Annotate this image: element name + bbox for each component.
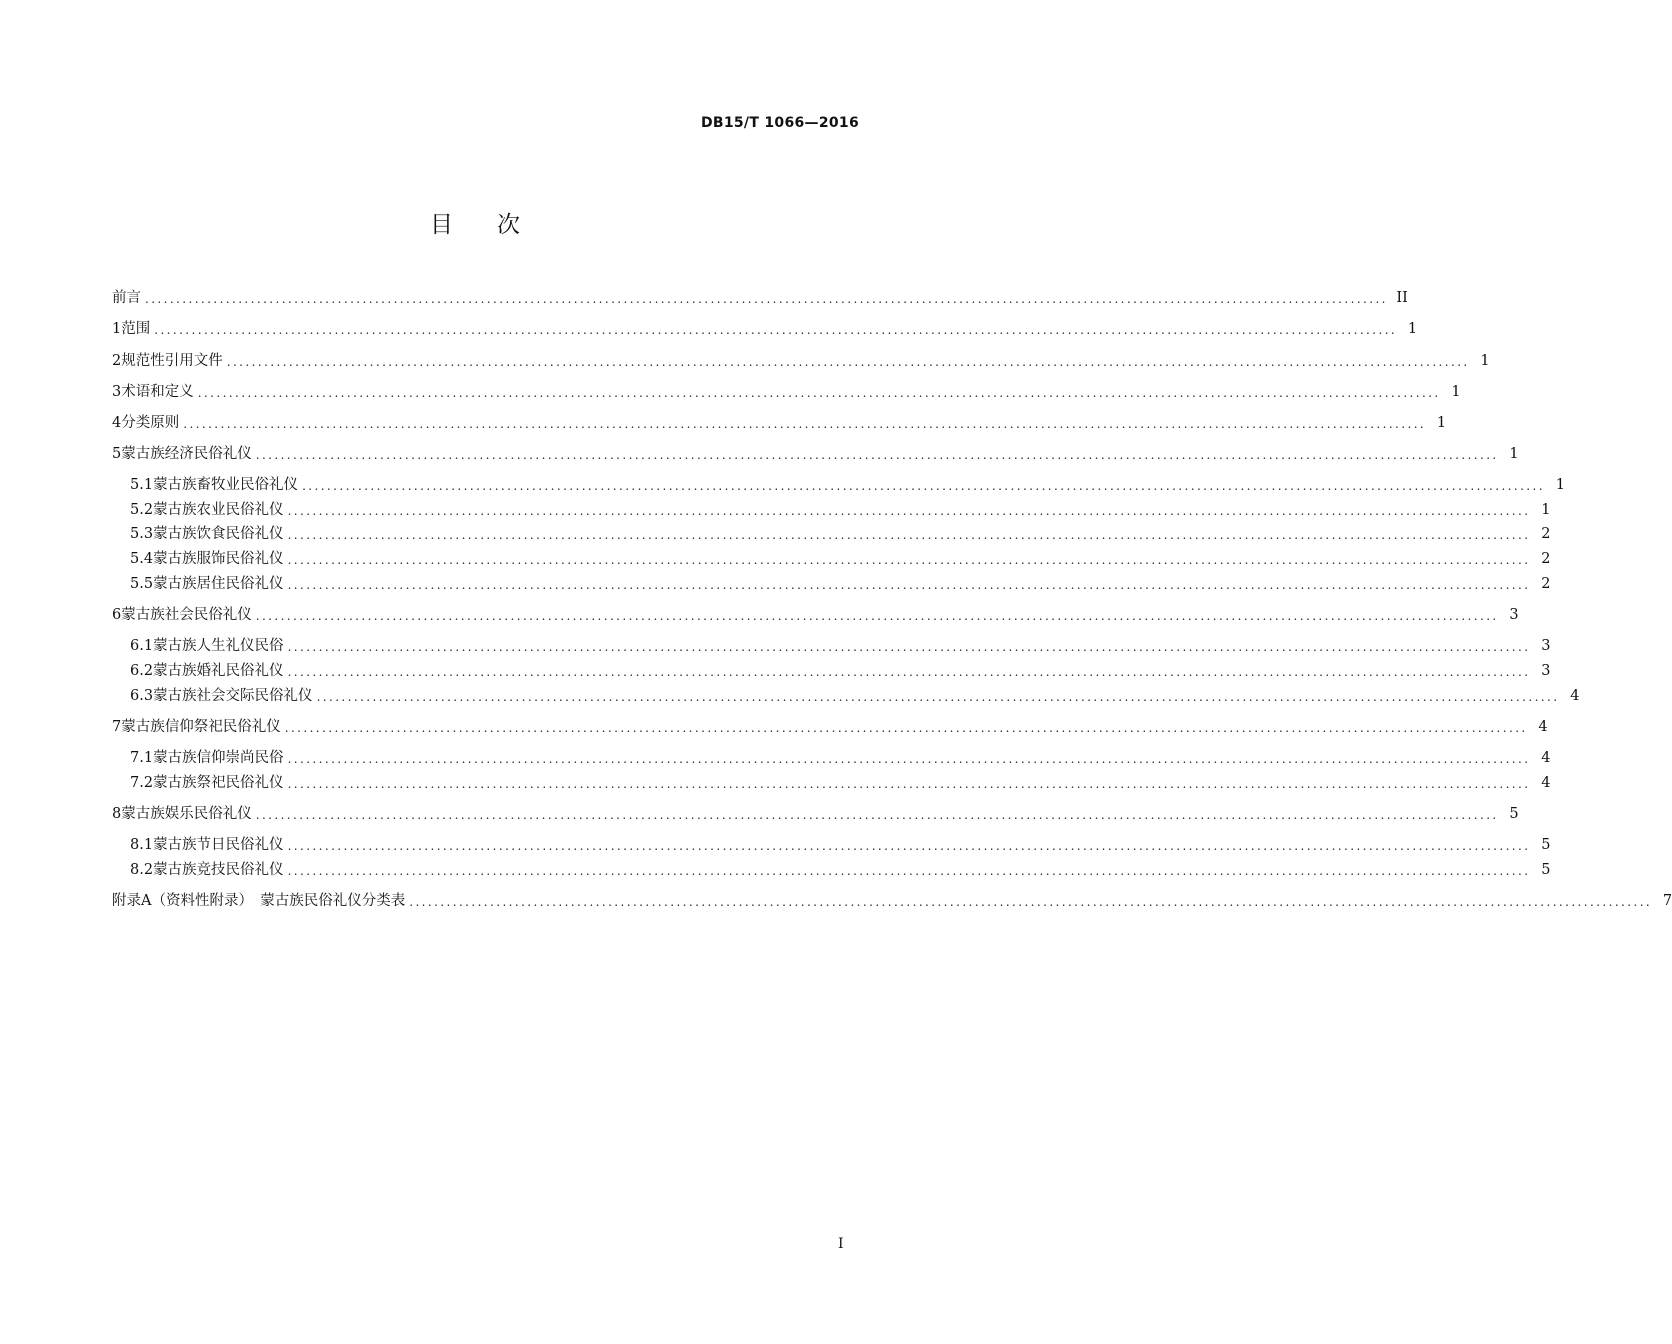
toc-entry-page: 4 [1541, 750, 1551, 766]
toc-entry-label: 蒙古族节日民俗礼仪 [153, 837, 284, 853]
toc-entry-number: 3 [112, 384, 122, 400]
toc-entry[interactable] [112, 684, 1580, 708]
toc-entry[interactable] [112, 833, 1551, 857]
toc-entry-page: 3 [1541, 663, 1551, 679]
toc-entry-number: 7 [112, 719, 122, 735]
toc-entry-label: 蒙古族居住民俗礼仪 [153, 576, 284, 592]
dot-leader: ........................................................................................................................................................................................................ [284, 721, 1528, 735]
toc-entry-number: 8.2 [130, 862, 154, 878]
dot-leader: ........................................................................................................................................................................................................ [287, 504, 1531, 518]
toc-entry[interactable] [112, 802, 1519, 826]
toc-entry[interactable] [112, 659, 1551, 683]
toc-entry-page: 5 [1541, 837, 1551, 853]
toc-entry[interactable] [112, 411, 1447, 435]
dot-leader: ........................................................................................................................................................................................................ [255, 609, 1499, 623]
toc-entry-number: 5 [112, 446, 122, 462]
toc-entry-label: 蒙古族祭祀民俗礼仪 [153, 775, 284, 791]
toc-entry-label: 附录A（资料性附录） 蒙古族民俗礼仪分类表 [112, 893, 406, 909]
toc-entry-label: 前言 [112, 290, 141, 306]
toc-entry-number: 5.4 [130, 551, 154, 567]
dot-leader: ........................................................................................................................................................................................................ [287, 752, 1531, 766]
toc-entry-label: 术语和定义 [121, 384, 194, 400]
dot-leader: ........................................................................................................................................................................................................ [287, 839, 1531, 853]
toc-entry-label: 规范性引用文件 [121, 353, 223, 369]
toc-entry-page: 4 [1570, 688, 1580, 704]
toc-entry-page: 2 [1541, 576, 1551, 592]
toc-entry-number: 5.1 [130, 477, 154, 493]
toc-entry[interactable] [112, 572, 1551, 596]
toc-entry-page: 5 [1509, 806, 1519, 822]
toc-entry-page: 2 [1541, 526, 1551, 542]
toc-entry-page: 2 [1541, 551, 1551, 567]
page-title: 目次 [430, 212, 564, 238]
toc-entry-number: 5.5 [130, 576, 154, 592]
toc-entry-page: 1 [1555, 477, 1565, 493]
dot-leader: ........................................................................................................................................................................................................ [287, 640, 1531, 654]
toc-entry[interactable] [112, 286, 1408, 310]
toc-entry-number: 6.2 [130, 663, 154, 679]
dot-leader: ........................................................................................................................................................................................................ [154, 323, 1398, 337]
dot-leader: ........................................................................................................................................................................................................ [226, 355, 1470, 369]
toc-entry-label: 蒙古族服饰民俗礼仪 [153, 551, 284, 567]
dot-leader: ........................................................................................................................................................................................................ [287, 553, 1531, 567]
toc-entry-page: 4 [1538, 719, 1548, 735]
toc-entry[interactable] [112, 317, 1418, 341]
toc-entry-label: 蒙古族经济民俗礼仪 [121, 446, 252, 462]
toc-entry-label: 蒙古族饮食民俗礼仪 [153, 526, 284, 542]
toc-entry-label: 蒙古族婚礼民俗礼仪 [153, 663, 284, 679]
dot-leader: ........................................................................................................................................................................................................ [316, 690, 1560, 704]
toc-entry-label: 蒙古族畜牧业民俗礼仪 [153, 477, 299, 493]
toc-entry[interactable] [112, 858, 1551, 882]
toc-entry[interactable] [112, 349, 1490, 373]
toc-entry-label: 蒙古族信仰祭祀民俗礼仪 [121, 719, 281, 735]
toc-entry-page: 1 [1407, 321, 1418, 337]
dot-leader: ........................................................................................................................................................................................................ [287, 665, 1531, 679]
dot-leader: ........................................................................................................................................................................................................ [287, 864, 1531, 878]
toc-entry-page: 1 [1480, 353, 1490, 369]
toc-entry-number: 7.2 [130, 775, 154, 791]
toc-entry-page: 4 [1541, 775, 1551, 791]
toc-entry-number: 6 [112, 607, 122, 623]
toc-entry-label: 蒙古族竞技民俗礼仪 [153, 862, 284, 878]
toc-entry-number: 5.2 [130, 502, 154, 518]
toc-entry-label: 分类原则 [121, 415, 180, 431]
toc-entry[interactable] [112, 634, 1551, 658]
dot-leader: ........................................................................................................................................................................................................ [409, 895, 1653, 909]
dot-leader: ........................................................................................................................................................................................................ [197, 386, 1441, 400]
toc-entry-label: 蒙古族农业民俗礼仪 [153, 502, 284, 518]
toc-entry-label: 蒙古族人生礼仪民俗 [153, 638, 284, 654]
toc-entry-number: 7.1 [130, 750, 154, 766]
toc-entry-label: 蒙古族社会民俗礼仪 [121, 607, 252, 623]
toc-entry[interactable] [112, 746, 1551, 770]
toc-entry-page: 1 [1436, 415, 1447, 431]
toc-entry-number: 1 [112, 321, 122, 337]
toc-entry-number: 6.1 [130, 638, 154, 654]
toc-entry-number: 4 [112, 415, 122, 431]
toc-entry-page: 1 [1451, 384, 1461, 400]
toc-entry[interactable] [112, 380, 1461, 404]
toc-entry-page: II [1396, 290, 1408, 306]
toc-entry[interactable] [112, 547, 1551, 571]
toc-entry[interactable] [112, 771, 1551, 795]
toc-entry[interactable] [112, 603, 1519, 627]
toc-entry-number: 2 [112, 353, 122, 369]
toc-entry-number: 6.3 [130, 688, 154, 704]
dot-leader: ........................................................................................................................................................................................................ [302, 479, 1545, 493]
toc-entry[interactable] [112, 442, 1519, 466]
toc-entry-page: 7 [1662, 893, 1672, 909]
toc-entry-label: 范围 [121, 321, 151, 337]
toc-entry-page: 1 [1509, 446, 1519, 462]
document-code: DB15/T 1066—2016 [700, 115, 859, 131]
dot-leader: ........................................................................................................................................................................................................ [287, 528, 1531, 542]
toc-entry-label: 蒙古族社会交际民俗礼仪 [153, 688, 313, 704]
dot-leader: ........................................................................................................................................................................................................ [183, 417, 1427, 431]
page-number: I [838, 1236, 844, 1252]
toc-entry-number: 5.3 [130, 526, 154, 542]
toc-entry[interactable] [112, 889, 1672, 913]
toc-entry[interactable] [112, 498, 1551, 522]
dot-leader: ........................................................................................................................................................................................................ [255, 808, 1499, 822]
toc-entry-page: 1 [1541, 502, 1551, 518]
dot-leader: ........................................................................................................................................................................................................ [145, 292, 1388, 306]
toc-entry[interactable] [112, 473, 1565, 497]
toc-entry-label: 蒙古族娱乐民俗礼仪 [121, 806, 252, 822]
toc-entry-number: 8.1 [130, 837, 154, 853]
dot-leader: ........................................................................................................................................................................................................ [255, 448, 1499, 462]
toc-entry-page: 3 [1509, 607, 1519, 623]
dot-leader: ........................................................................................................................................................................................................ [287, 578, 1531, 592]
toc-entry-page: 3 [1541, 638, 1551, 654]
toc-entry[interactable] [112, 715, 1548, 739]
toc-entry-label: 蒙古族信仰崇尚民俗 [153, 750, 284, 766]
toc-entry-page: 5 [1541, 862, 1551, 878]
toc-entry[interactable] [112, 522, 1551, 546]
dot-leader: ........................................................................................................................................................................................................ [287, 777, 1531, 791]
toc-entry-number: 8 [112, 806, 122, 822]
